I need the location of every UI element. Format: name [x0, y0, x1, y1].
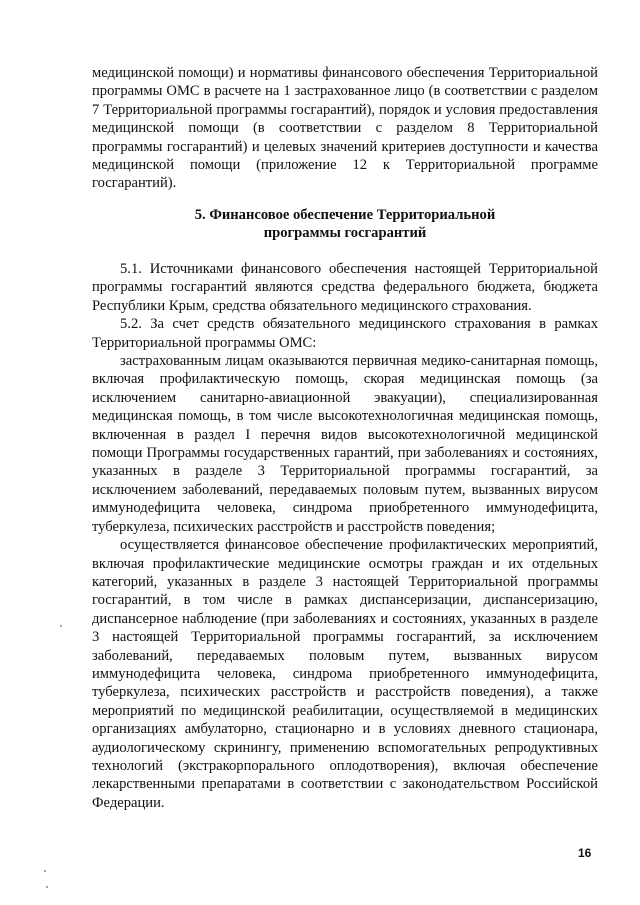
paragraph-insured-care: застрахованным лицам оказываются первичная медико-санитарная помощь, включая профилактическую помощь, скорая медицинская помощь (за исключением санитарно-авиационной эвакуации), специализированная медицинская помощь, в том числе высокотехнологичная медицинская помощь, включенная в раздел I перечня видов высокотехнологичной медицинской помощи Программы государственных гарантий, при заболеваниях и состояниях, указанных в разделе 3 Территориальной программы госгарантий, за исключением заболеваний, передаваемых половым путем, вызванных вирусом иммунодефицита человека, синдрома приобретенного иммунодефицита, туберкулеза, психических расстройств и расстройств поведения;: [92, 353, 598, 535]
paragraph-5-2: 5.2. За счет средств обязательного медицинского страхования в рамках Территориальной программы ОМС:: [92, 316, 598, 351]
scan-speck: [44, 870, 46, 872]
scan-speck: [60, 625, 62, 627]
section-heading: [92, 206, 598, 243]
intro-paragraph: [92, 64, 598, 193]
section-body: [92, 260, 598, 812]
scan-speck: [46, 886, 48, 888]
page-number: 16: [578, 846, 592, 860]
paragraph-preventive-financing: осуществляется финансовое обеспечение профилактических мероприятий, включая профилактические медицинские осмотры граждан и их отдельных категорий, указанных в разделе 3 настоящей Территориальной программы госгарантий, в том числе в рамках диспансеризации, диспансеризацию, диспансерное наблюдение (при заболеваниях и состояниях, указанных в разделе 3 настоящей Территориальной программы госгарантий, за исключением заболеваний, передаваемых половым путем, вызванных вирусом иммунодефицита человека, синдрома приобретенного иммунодефицита, туберкулеза, психических расстройств и расстройств поведения), а также мероприятий по медицинской реабилитации, осуществляемой в медицинских организациях амбулаторно, стационарно и в условиях дневного стационара, аудиологическому скринингу, применению вспомогательных репродуктивных технологий (экстракорпорального оплодотворения), включая обеспечение лекарственными препаратами в соответствии с законодательством Российской Федерации.: [92, 537, 598, 811]
section-heading-line-2: программы госгарантий: [263, 225, 427, 242]
paragraph-5-1: 5.1. Источниками финансового обеспечения настоящей Территориальной программы госгарантий являются средства федерального бюджета, бюджета Республики Крым, средства обязательного медицинского страхования.: [92, 261, 598, 314]
intro-text: медицинской помощи) и нормативы финансового обеспечения Территориальной программы ОМС в расчете на 1 застрахованное лицо (в соответствии с разделом 7 Территориальной программы госгарантий), порядок и условия предоставления медицинской помощи (в соответствии с разделом 8 Территориальной программы госгарантий) и целевых значений критериев доступности и качества медицинской помощи (приложение 12 к Территориальной программе госгарантий).: [92, 65, 598, 192]
section-heading-line-1: 5. Финансовое обеспечение Территориальной: [194, 207, 496, 223]
